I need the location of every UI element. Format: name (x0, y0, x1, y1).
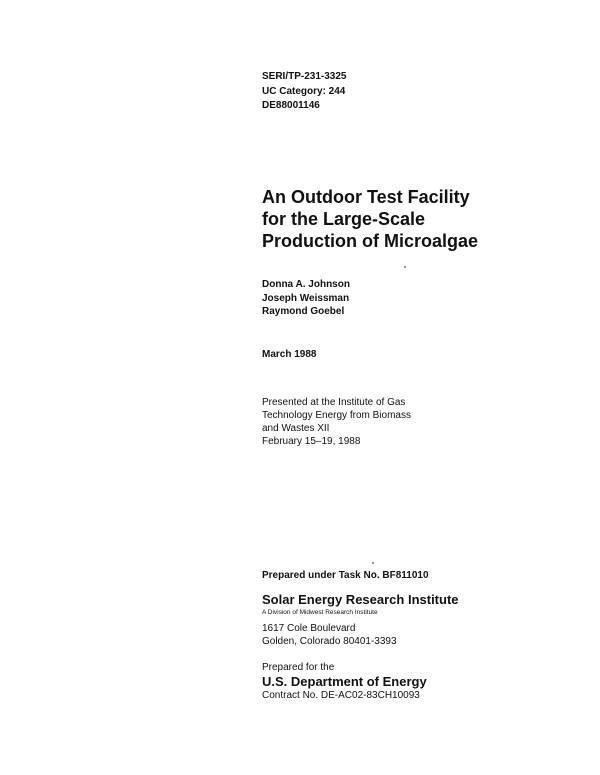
title-line: Production of Microalgae (262, 231, 479, 251)
doe-number: DE88001146 (262, 100, 320, 111)
address (262, 622, 397, 648)
scan-speck (404, 266, 406, 268)
report-title (262, 186, 478, 252)
organization (262, 592, 459, 617)
presentation-line: Technology Energy from Biomass (262, 410, 411, 421)
contract-number: Contract No. DE-AC02-83CH10093 (262, 690, 420, 701)
agency-name: U.S. Department of Energy (262, 674, 427, 689)
presentation-line: February 15–19, 1988 (262, 436, 361, 447)
prepared-for (262, 662, 427, 702)
title-line: for the Large-Scale (262, 209, 426, 229)
uc-category: UC Category: 244 (262, 85, 346, 97)
author-name: Joseph Weissman (262, 292, 350, 304)
title-line: An Outdoor Test Facility (262, 187, 470, 207)
organization-name: Solar Energy Research Institute (262, 592, 459, 607)
presentation-line: and Wastes XII (262, 423, 330, 434)
scan-speck (372, 562, 374, 564)
publication-date: March 1988 (262, 349, 317, 360)
author-name: Donna A. Johnson (262, 279, 350, 290)
presentation-line: Presented at the Institute of Gas (262, 397, 406, 408)
address-line: 1617 Cole Boulevard (262, 623, 356, 634)
prepared-for-label: Prepared for the (262, 662, 335, 673)
organization-subtitle: A Division of Midwest Research Institute (262, 609, 378, 616)
address-line: Golden, Colorado 80401-3393 (262, 636, 397, 647)
report-identifiers (262, 70, 347, 114)
report-number: SERI/TP-231-3325 (262, 71, 347, 82)
task-number: Prepared under Task No. BF811010 (262, 570, 429, 581)
author-list (262, 278, 350, 319)
presentation-note (262, 396, 411, 448)
author-name: Raymond Goebel (262, 306, 345, 317)
